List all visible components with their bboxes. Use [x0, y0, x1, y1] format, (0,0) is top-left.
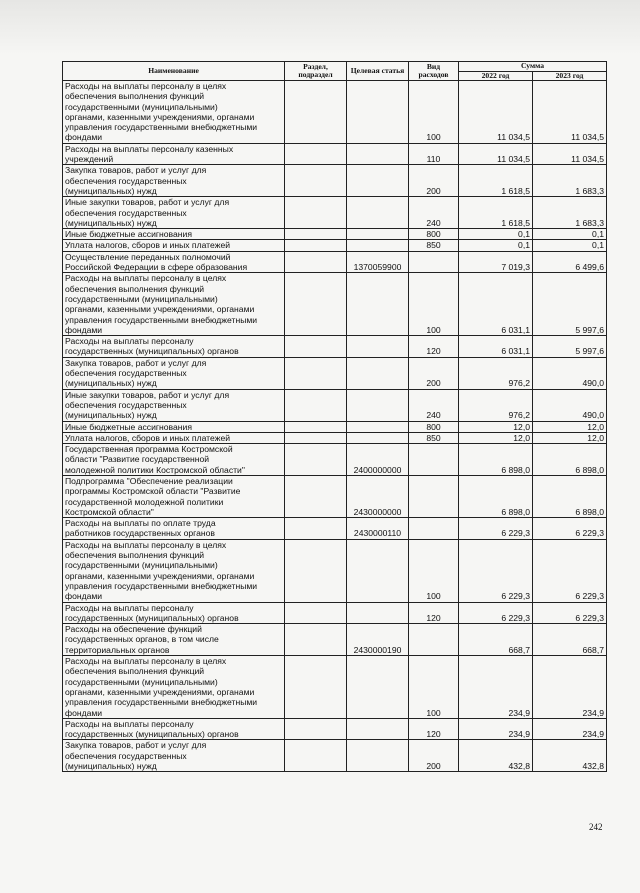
cell-name: Иные бюджетные ассигнования [63, 229, 285, 240]
cell-target [347, 357, 409, 389]
cell-section [285, 273, 347, 336]
table-row [63, 197, 607, 229]
cell-name: Расходы на обеспечение функций государственных органов, в том числе территориальных органов [63, 624, 285, 656]
cell-target [347, 336, 409, 358]
cell-expense-type [409, 624, 459, 656]
table-row [63, 336, 607, 358]
cell-sum-2022: 6 031,1 [459, 273, 533, 336]
cell-target [347, 656, 409, 719]
cell-sum-2022: 1 618,5 [459, 197, 533, 229]
table-row [63, 389, 607, 421]
header-expense-type: Вид расходов [409, 62, 459, 81]
cell-target [347, 432, 409, 443]
table-row [63, 357, 607, 389]
cell-sum-2022: 234,9 [459, 656, 533, 719]
cell-section [285, 539, 347, 602]
cell-expense-type: 200 [409, 357, 459, 389]
cell-sum-2023: 6 229,3 [533, 539, 607, 602]
cell-sum-2022: 976,2 [459, 389, 533, 421]
cell-sum-2022: 1 618,5 [459, 165, 533, 197]
cell-sum-2022: 6 898,0 [459, 475, 533, 517]
cell-name: Иные закупки товаров, работ и услуг для обеспечения государственных (муниципальных) нужд [63, 197, 285, 229]
cell-section [285, 475, 347, 517]
cell-sum-2022: 6 898,0 [459, 444, 533, 476]
cell-name: Закупка товаров, работ и услуг для обеспечения государственных (муниципальных) нужд [63, 165, 285, 197]
cell-sum-2022: 668,7 [459, 624, 533, 656]
cell-expense-type [409, 444, 459, 476]
cell-section [285, 444, 347, 476]
cell-expense-type: 850 [409, 432, 459, 443]
cell-sum-2023: 6 898,0 [533, 475, 607, 517]
cell-section [285, 240, 347, 251]
cell-section [285, 143, 347, 165]
cell-sum-2023: 11 034,5 [533, 143, 607, 165]
cell-name: Подпрограмма "Обеспечение реализации программы Костромской области "Развитие государственной молодежной политики Костромской области" [63, 475, 285, 517]
cell-sum-2022: 432,8 [459, 740, 533, 772]
cell-target [347, 740, 409, 772]
cell-sum-2023: 5 997,6 [533, 273, 607, 336]
cell-sum-2022: 6 229,3 [459, 518, 533, 540]
cell-target: 2430000000 [347, 475, 409, 517]
cell-name: Государственная программа Костромской области "Развитие государственной молодежной политики Костромской области" [63, 444, 285, 476]
cell-sum-2022: 0,1 [459, 229, 533, 240]
table-row [63, 143, 607, 165]
scan-top-shade [0, 0, 640, 55]
cell-sum-2022: 6 229,3 [459, 539, 533, 602]
table-row [63, 539, 607, 602]
cell-name: Расходы на выплаты персоналу в целях обеспечения выполнения функций государственными (муниципальными) органами, казенными учреждениями, органами управления государственными внебюджетными фондами [63, 656, 285, 719]
table-row [63, 251, 607, 273]
cell-name: Закупка товаров, работ и услуг для обеспечения государственных (муниципальных) нужд [63, 740, 285, 772]
cell-section [285, 389, 347, 421]
cell-section [285, 432, 347, 443]
header-sum: Сумма [459, 62, 607, 72]
cell-sum-2023: 6 229,3 [533, 602, 607, 624]
cell-sum-2023: 11 034,5 [533, 81, 607, 144]
table-row [63, 421, 607, 432]
cell-target [347, 81, 409, 144]
cell-expense-type: 100 [409, 656, 459, 719]
cell-name: Иные закупки товаров, работ и услуг для обеспечения государственных (муниципальных) нужд [63, 389, 285, 421]
cell-section [285, 336, 347, 358]
cell-name: Осуществление переданных полномочий Российской Федерации в сфере образования [63, 251, 285, 273]
table-row [63, 165, 607, 197]
cell-expense-type: 120 [409, 718, 459, 740]
cell-expense-type: 120 [409, 336, 459, 358]
cell-expense-type: 800 [409, 421, 459, 432]
cell-target: 2430000110 [347, 518, 409, 540]
cell-sum-2022: 7 019,3 [459, 251, 533, 273]
cell-name: Расходы на выплаты по оплате труда работников государственных органов [63, 518, 285, 540]
cell-target [347, 165, 409, 197]
header-row [63, 62, 607, 72]
cell-section [285, 518, 347, 540]
cell-sum-2023: 234,9 [533, 656, 607, 719]
cell-section [285, 197, 347, 229]
cell-sum-2023: 12,0 [533, 421, 607, 432]
cell-target [347, 273, 409, 336]
cell-name: Расходы на выплаты персоналу казенных учреждений [63, 143, 285, 165]
cell-name: Расходы на выплаты персоналу в целях обеспечения выполнения функций государственными (муниципальными) органами, казенными учреждениями, органами управления государственными внебюджетными фондами [63, 273, 285, 336]
cell-sum-2023: 490,0 [533, 357, 607, 389]
cell-name: Закупка товаров, работ и услуг для обеспечения государственных (муниципальных) нужд [63, 357, 285, 389]
table-row [63, 444, 607, 476]
cell-name: Уплата налогов, сборов и иных платежей [63, 432, 285, 443]
cell-section [285, 251, 347, 273]
cell-sum-2023: 490,0 [533, 389, 607, 421]
table-row [63, 718, 607, 740]
header-name: Наименование [63, 62, 285, 81]
cell-sum-2022: 6 031,1 [459, 336, 533, 358]
cell-name: Расходы на выплаты персоналу в целях обеспечения выполнения функций государственными (муниципальными) органами, казенными учреждениями, органами управления государственными внебюджетными фондами [63, 81, 285, 144]
table-row [63, 656, 607, 719]
table-row [63, 81, 607, 144]
cell-sum-2023: 432,8 [533, 740, 607, 772]
cell-expense-type: 240 [409, 389, 459, 421]
cell-name: Иные бюджетные ассигнования [63, 421, 285, 432]
cell-sum-2023: 0,1 [533, 240, 607, 251]
cell-section [285, 624, 347, 656]
cell-sum-2023: 12,0 [533, 432, 607, 443]
cell-expense-type: 100 [409, 81, 459, 144]
cell-expense-type: 800 [409, 229, 459, 240]
table-row [63, 602, 607, 624]
cell-target [347, 602, 409, 624]
cell-section [285, 81, 347, 144]
table-row [63, 475, 607, 517]
cell-target: 2430000190 [347, 624, 409, 656]
cell-name: Расходы на выплаты персоналу государственных (муниципальных) органов [63, 336, 285, 358]
cell-target: 2400000000 [347, 444, 409, 476]
cell-target [347, 229, 409, 240]
cell-sum-2023: 668,7 [533, 624, 607, 656]
page-number: 242 [589, 822, 603, 832]
cell-sum-2023: 5 997,6 [533, 336, 607, 358]
cell-target [347, 240, 409, 251]
header-year-2023: 2023 год [533, 71, 607, 81]
header-section: Раздел, подраздел [285, 62, 347, 81]
cell-name: Расходы на выплаты персоналу государственных (муниципальных) органов [63, 718, 285, 740]
cell-expense-type [409, 251, 459, 273]
cell-target [347, 143, 409, 165]
cell-target [347, 197, 409, 229]
cell-target: 1370059900 [347, 251, 409, 273]
cell-expense-type: 240 [409, 197, 459, 229]
table-row [63, 740, 607, 772]
cell-name: Расходы на выплаты персоналу государственных (муниципальных) органов [63, 602, 285, 624]
cell-sum-2023: 6 898,0 [533, 444, 607, 476]
cell-section [285, 165, 347, 197]
cell-sum-2023: 1 683,3 [533, 165, 607, 197]
cell-sum-2022: 976,2 [459, 357, 533, 389]
table-row [63, 273, 607, 336]
table-row [63, 240, 607, 251]
cell-section [285, 718, 347, 740]
cell-target [347, 421, 409, 432]
cell-section [285, 421, 347, 432]
table-row [63, 432, 607, 443]
table-row [63, 518, 607, 540]
cell-expense-type: 200 [409, 740, 459, 772]
cell-sum-2023: 6 499,6 [533, 251, 607, 273]
cell-sum-2022: 6 229,3 [459, 602, 533, 624]
cell-sum-2022: 234,9 [459, 718, 533, 740]
cell-section [285, 656, 347, 719]
cell-sum-2022: 11 034,5 [459, 81, 533, 144]
cell-section [285, 229, 347, 240]
table-row [63, 624, 607, 656]
cell-section [285, 357, 347, 389]
table-body [63, 81, 607, 772]
header-target: Целевая статья [347, 62, 409, 81]
cell-section [285, 602, 347, 624]
cell-sum-2022: 12,0 [459, 421, 533, 432]
cell-expense-type: 850 [409, 240, 459, 251]
cell-sum-2023: 234,9 [533, 718, 607, 740]
cell-name: Расходы на выплаты персоналу в целях обеспечения выполнения функций государственными (муниципальными) органами, казенными учреждениями, органами управления государственными внебюджетными фондами [63, 539, 285, 602]
cell-sum-2023: 1 683,3 [533, 197, 607, 229]
cell-expense-type [409, 475, 459, 517]
cell-expense-type: 100 [409, 273, 459, 336]
cell-section [285, 740, 347, 772]
cell-sum-2022: 12,0 [459, 432, 533, 443]
cell-expense-type: 110 [409, 143, 459, 165]
cell-expense-type: 120 [409, 602, 459, 624]
cell-target [347, 389, 409, 421]
table-row [63, 229, 607, 240]
budget-table [62, 61, 607, 772]
cell-expense-type: 200 [409, 165, 459, 197]
cell-name: Уплата налогов, сборов и иных платежей [63, 240, 285, 251]
cell-sum-2023: 6 229,3 [533, 518, 607, 540]
header-year-2022: 2022 год [459, 71, 533, 81]
cell-sum-2022: 0,1 [459, 240, 533, 251]
cell-expense-type: 100 [409, 539, 459, 602]
cell-sum-2023: 0,1 [533, 229, 607, 240]
cell-target [347, 539, 409, 602]
cell-expense-type [409, 518, 459, 540]
cell-sum-2022: 11 034,5 [459, 143, 533, 165]
cell-target [347, 718, 409, 740]
